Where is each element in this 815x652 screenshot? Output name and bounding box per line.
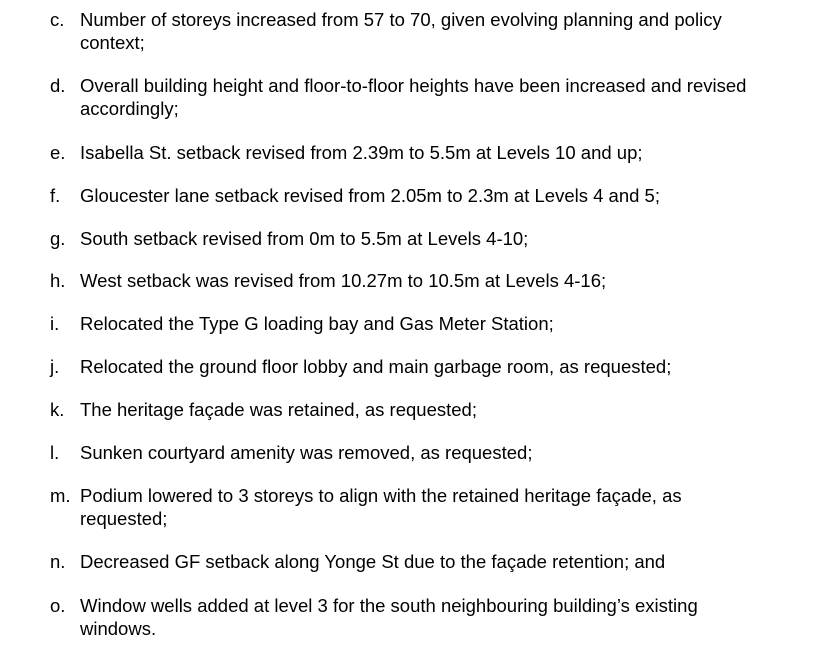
list-item-text: Overall building height and floor-to-floor heights have been increased and revised accordingly; bbox=[80, 75, 747, 119]
list-item-text: Decreased GF setback along Yonge St due to the façade retention; and bbox=[80, 551, 666, 572]
list-item-text: Relocated the Type G loading bay and Gas Meter Station; bbox=[80, 313, 554, 334]
list-marker: m. bbox=[50, 485, 71, 506]
list-item-text: Isabella St. setback revised from 2.39m to 5.5m at Levels 10 and up; bbox=[80, 142, 643, 163]
list-item-text: South setback revised from 0m to 5.5m at Levels 4-10; bbox=[80, 228, 529, 249]
list-item-text: Gloucester lane setback revised from 2.05m to 2.3m at Levels 4 and 5; bbox=[80, 185, 660, 206]
list-marker: g. bbox=[50, 228, 66, 249]
list-marker: e. bbox=[50, 142, 66, 163]
list-marker: n. bbox=[50, 551, 66, 572]
list-marker: i. bbox=[50, 313, 60, 334]
list-item-text: Sunken courtyard amenity was removed, as requested; bbox=[80, 442, 533, 463]
list-item-text: Podium lowered to 3 storeys to align with the retained heritage façade, as requested; bbox=[80, 485, 682, 529]
list-item-text: Relocated the ground floor lobby and main garbage room, as requested; bbox=[80, 356, 672, 377]
list-marker: d. bbox=[50, 75, 66, 96]
list-item-text: West setback was revised from 10.27m to 10.5m at Levels 4-16; bbox=[80, 270, 607, 291]
list-marker: f. bbox=[50, 185, 61, 206]
list-marker: l. bbox=[50, 442, 60, 463]
list-marker: h. bbox=[50, 270, 66, 291]
list-item-text: The heritage façade was retained, as requested; bbox=[80, 399, 477, 420]
list-marker: c. bbox=[50, 9, 65, 30]
list-item-text: Window wells added at level 3 for the south neighbouring building’s existing windows. bbox=[80, 595, 698, 639]
list-marker: k. bbox=[50, 399, 65, 420]
list-marker: o. bbox=[50, 595, 66, 616]
list-item-text: Number of storeys increased from 57 to 70, given evolving planning and policy context; bbox=[80, 9, 722, 53]
list-marker: j. bbox=[50, 356, 60, 377]
